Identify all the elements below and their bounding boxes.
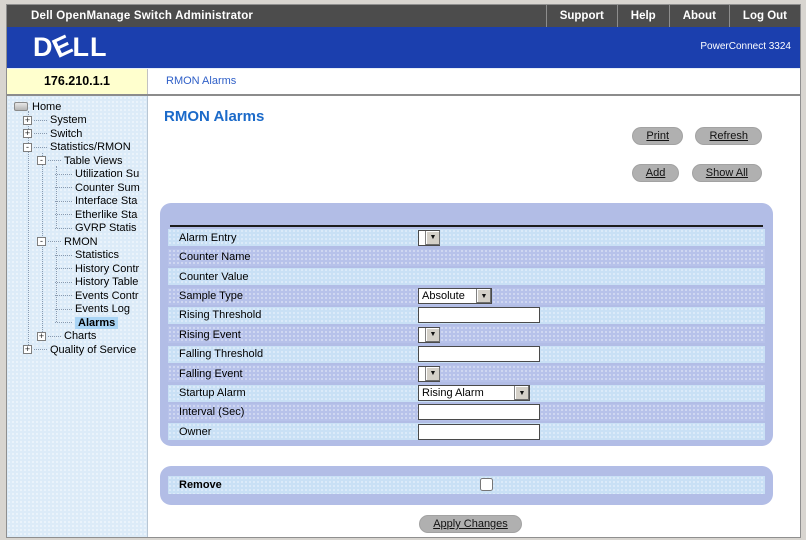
remove-checkbox[interactable]: [480, 478, 493, 491]
sidebar-item-events-log[interactable]: Events Log: [75, 303, 131, 316]
owner-input[interactable]: [418, 424, 540, 440]
dropdown-arrow-icon: [425, 231, 440, 245]
dell-logo: DELL: [33, 28, 108, 64]
falling-threshold-label: Falling Threshold: [179, 348, 264, 361]
rising-threshold-label: Rising Threshold: [179, 309, 262, 322]
alarm-form-panel: [160, 203, 773, 446]
collapse-minus-icon[interactable]: -: [23, 143, 32, 152]
app-window: [6, 4, 801, 538]
form-row-falling-event: [168, 365, 765, 382]
sidebar-item-etherlike-statistics[interactable]: Etherlike Sta: [75, 208, 138, 221]
expand-plus-icon[interactable]: +: [38, 330, 45, 341]
falling-event-select[interactable]: [418, 366, 440, 382]
sidebar-item-interface-statistics[interactable]: Interface Sta: [75, 195, 138, 208]
apply-changes-button[interactable]: Apply Changes: [419, 515, 522, 533]
interval-input[interactable]: [418, 404, 540, 420]
sidebar-item-charts[interactable]: Charts: [64, 330, 97, 343]
startup-alarm-label: Startup Alarm: [179, 387, 246, 400]
falling-event-label: Falling Event: [179, 367, 243, 380]
form-row-owner: [168, 423, 765, 440]
breadcrumb[interactable]: RMON Alarms: [166, 75, 237, 87]
sidebar-item-gvrp-statistics[interactable]: GVRP Statis: [75, 222, 137, 235]
top-links: [546, 5, 800, 27]
dropdown-arrow-icon: [476, 289, 491, 303]
form-row-interval: [168, 404, 765, 421]
main-content: [148, 96, 800, 537]
refresh-button[interactable]: Refresh: [695, 127, 762, 145]
home-icon: [14, 102, 28, 111]
add-button[interactable]: Add: [632, 164, 680, 182]
logout-link[interactable]: Log Out: [729, 5, 800, 27]
sidebar-item-statistics-rmon[interactable]: Statistics/RMON: [50, 141, 131, 154]
show-all-button[interactable]: Show All: [692, 164, 762, 182]
page-title: RMON Alarms: [164, 108, 265, 125]
startup-alarm-select[interactable]: Rising Alarm ▼: [418, 385, 530, 401]
sidebar-item-table-views[interactable]: Table Views: [64, 154, 123, 167]
alarm-entry-label: Alarm Entry: [179, 231, 237, 244]
nav-tree: [7, 96, 148, 537]
owner-label: Owner: [179, 425, 212, 438]
sidebar-item-alarms[interactable]: Alarms: [75, 317, 118, 329]
sidebar-item-statistics[interactable]: Statistics: [75, 249, 120, 262]
rising-event-label: Rising Event: [179, 328, 241, 341]
form-row-sample-type: [168, 288, 765, 305]
brand-banner: [7, 27, 800, 69]
interval-label: Interval (Sec): [179, 406, 245, 419]
expand-plus-icon[interactable]: +: [24, 114, 31, 125]
rising-event-select[interactable]: [418, 327, 440, 343]
sidebar-item-rmon[interactable]: RMON: [64, 235, 98, 248]
dropdown-arrow-icon: [514, 386, 529, 400]
table-top-rule: [170, 225, 763, 227]
model-label: PowerConnect 3324: [700, 41, 791, 52]
dropdown-arrow-icon: [425, 328, 440, 342]
form-row-remove: [168, 476, 765, 494]
counter-name-label: Counter Name: [179, 251, 251, 264]
device-ip: 176.210.1.1: [7, 69, 148, 94]
rising-threshold-input[interactable]: [418, 307, 540, 323]
nav-row: [7, 69, 800, 96]
sidebar-item-utilization-summary[interactable]: Utilization Su: [75, 168, 140, 181]
sidebar-item-history-table[interactable]: History Table: [75, 276, 139, 289]
form-row-falling-threshold: [168, 346, 765, 363]
sidebar-item-quality-of-service[interactable]: Quality of Service: [50, 343, 137, 356]
sidebar-item-home[interactable]: Home: [7, 100, 147, 114]
sidebar-item-switch[interactable]: Switch: [50, 127, 83, 140]
sidebar-item-system[interactable]: System: [50, 114, 87, 127]
support-link[interactable]: Support: [546, 5, 617, 27]
dropdown-arrow-icon: [425, 367, 440, 381]
remove-label: Remove: [179, 479, 222, 491]
top-bar: [7, 5, 800, 27]
sidebar-item-counter-summary[interactable]: Counter Sum: [75, 181, 140, 194]
form-row-startup-alarm: [168, 385, 765, 402]
help-link[interactable]: Help: [617, 5, 669, 27]
sidebar-item-events-control[interactable]: Events Contr: [75, 289, 139, 302]
about-link[interactable]: About: [669, 5, 729, 27]
collapse-minus-icon[interactable]: -: [37, 156, 46, 165]
app-title: Dell OpenManage Switch Administrator: [31, 10, 254, 22]
counter-value-label: Counter Value: [179, 270, 249, 283]
expand-plus-icon[interactable]: +: [24, 344, 31, 355]
sample-type-label: Sample Type: [179, 290, 244, 303]
sidebar-item-history-control[interactable]: History Contr: [75, 262, 140, 275]
form-row-rising-threshold: [168, 307, 765, 324]
form-row-rising-event: [168, 326, 765, 343]
collapse-minus-icon[interactable]: -: [37, 237, 46, 246]
falling-threshold-input[interactable]: [418, 346, 540, 362]
form-row-counter-value: [168, 268, 765, 285]
remove-panel: [160, 466, 773, 505]
expand-plus-icon[interactable]: +: [24, 128, 31, 139]
sample-type-select[interactable]: Absolute ▼: [418, 288, 492, 304]
form-row-counter-name: [168, 249, 765, 266]
form-row-alarm-entry: [168, 229, 765, 246]
alarm-entry-select[interactable]: [418, 230, 440, 246]
print-button[interactable]: Print: [632, 127, 683, 145]
